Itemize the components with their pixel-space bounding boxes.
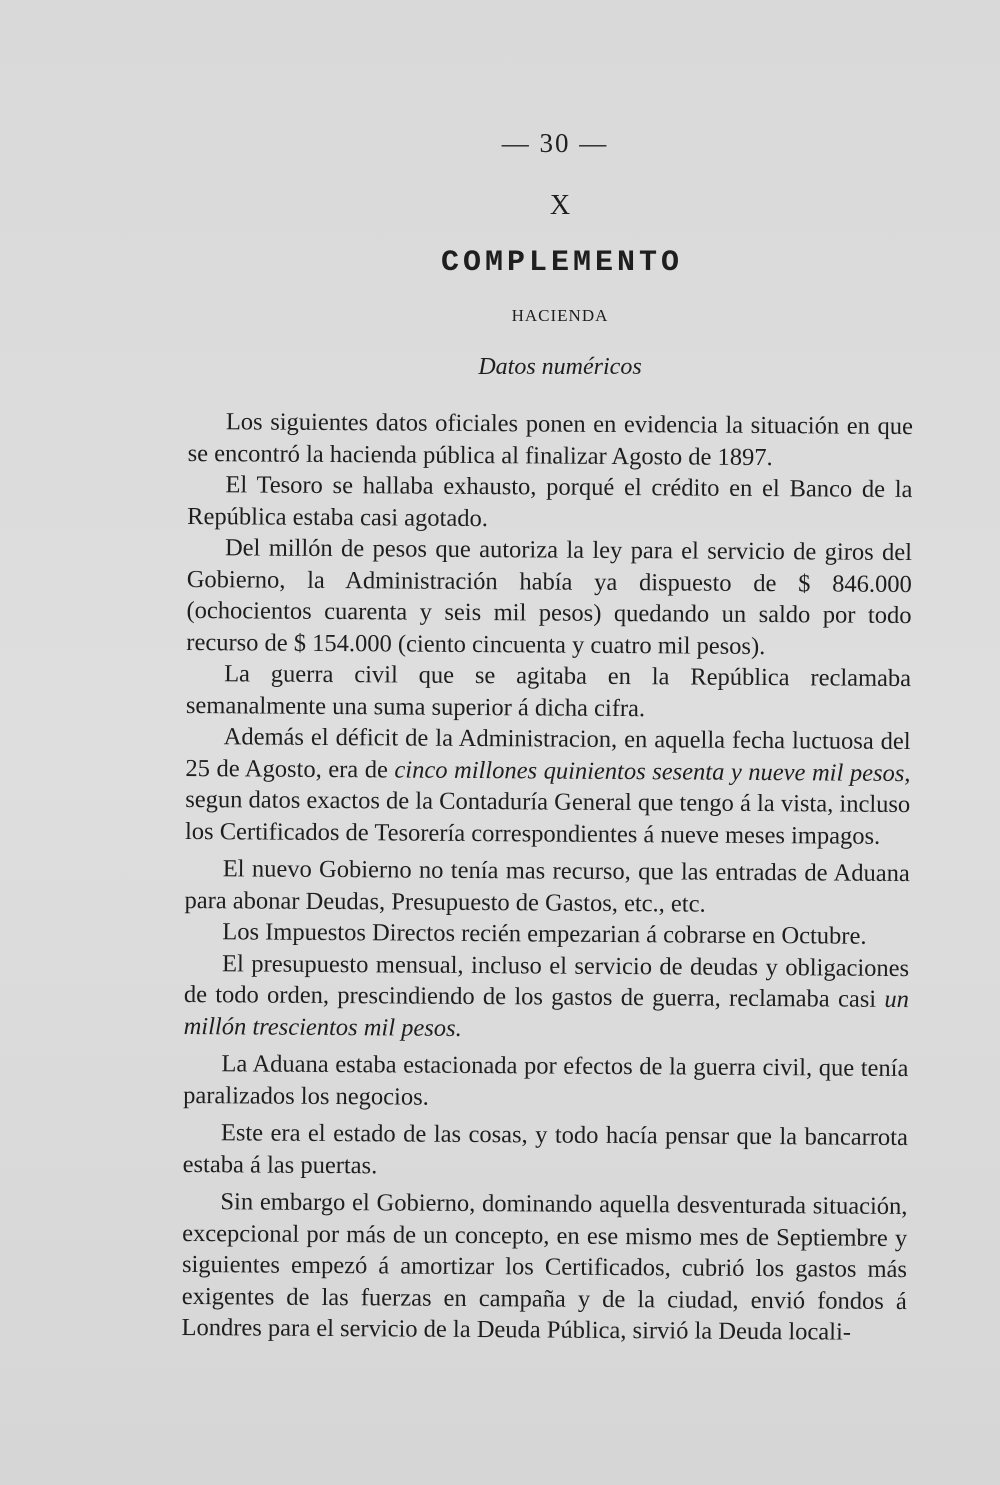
paragraph: La Aduana estaba estacionada por efectos de la guerra civil, que tenía paralizados los negocios. — [183, 1050, 909, 1111]
paragraph: Los Impuestos Directos recién empezarian á cobrarse en Octubre. — [222, 918, 867, 950]
paragraph — [184, 947, 910, 1047]
paragraph: Los siguientes datos oficiales ponen en evidencia la situación en que se encontró la hacienda pública al finalizar Agosto de 1897. — [187, 408, 913, 471]
paragraph-text: segun datos exactos de la Contaduría General que tengo á la vista, incluso los Certificados de Tesorería correspondientes á nueve meses impagos. — [184, 785, 911, 850]
page-number: — 30 — — [501, 128, 609, 158]
italic-amount: cinco millones quinientos sesenta y nueve mil pesos, — [394, 755, 911, 787]
subsection-title: HACIENDA — [511, 306, 609, 325]
body-text — [181, 406, 913, 1349]
paragraph-text: Además el déficit de la Administracion, en aquella fecha luctuosa del 25 de Agosto, era de — [185, 723, 911, 783]
paragraph: Del millón de pesos que autoriza la ley para el servicio de giros del Gobierno, la Administración había ya dispuesto de $ 846.000 (ochocientos cuarenta y seis mil pesos) quedando un saldo por todo recurso de $ 154.000 (ciento cincuenta y cuatro mil pesos). — [186, 534, 913, 660]
italic-amount: un millón trescientos mil pesos. — [183, 985, 909, 1042]
subheading: Datos numéricos — [478, 354, 642, 380]
section-title: COMPLEMENTO — [440, 246, 684, 280]
paragraph: La guerra civil que se agitaba en la República reclamaba semanalmente una suma superior á dicha cifra. — [185, 660, 912, 722]
paragraph — [185, 721, 911, 852]
paragraph: Sin embargo el Gobierno, dominando aquella desventurada situación, excepcional por más de un concepto, en ese mismo mes de Septiembre y siguientes empezó á amortizar los Certificados, cubrió los gastos más exigentes de las fuerzas en campaña y de la ciudad, envió fondos á Londres para el servicio de la Deuda Pública, sirvió la Deuda locali- — [181, 1188, 908, 1346]
paragraph: El Tesoro se hallaba exhausto, porqué el crédito en el Banco de la República estaba casi agotado. — [187, 471, 913, 532]
paragraph: Este era el estado de las cosas, y todo hacía pensar que la bancarrota estaba á las puertas. — [182, 1119, 909, 1179]
paragraph-text: El presupuesto mensual, incluso el servicio de deudas y obligaciones de todo orden, prescindiendo de los gastos de guerra, reclamaba casi — [183, 949, 910, 1013]
paragraph: El nuevo Gobierno no tenía mas recurso, que las entradas de Aduana para abonar Deudas, Presupuesto de Gastos, etc., etc. — [184, 855, 910, 918]
chapter-number: X — [549, 190, 571, 221]
